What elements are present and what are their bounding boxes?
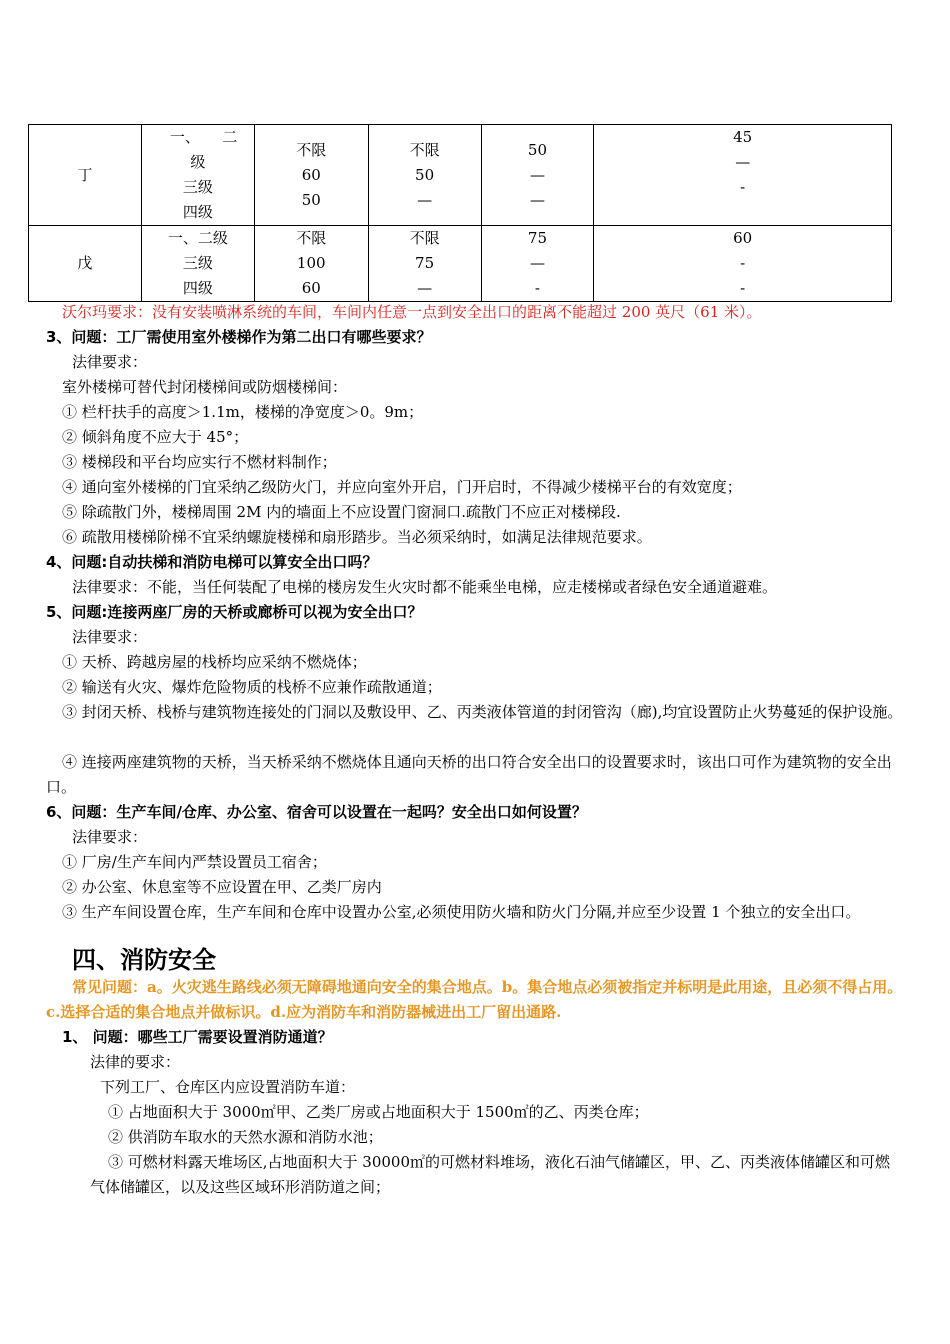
cell-value: 50: [301, 191, 321, 209]
grade-line: 级: [190, 153, 206, 171]
cell-value: —: [417, 279, 433, 297]
q6-item: ② 办公室、休息室等不应设置在甲、乙类厂房内: [62, 878, 382, 896]
cell-value: —: [735, 153, 751, 171]
cell-value: 不限: [296, 229, 327, 247]
cell-value: 75: [415, 254, 435, 272]
law-requirement-label: 法律要求：: [72, 828, 148, 846]
table-cell: [368, 125, 481, 226]
grade-line: 一、 二: [169, 128, 238, 146]
question-5-title: 5、问题:连接两座厂房的天桥或廊桥可以视为安全出口？: [46, 603, 423, 621]
cell-value: 不限: [409, 141, 440, 159]
q3-item: ④ 通向室外楼梯的门宜采纳乙级防火门，并应向室外开启，门开启时，不得减少楼梯平台的有效宽度；: [62, 478, 742, 496]
grade-line: 三级: [182, 254, 213, 272]
table-cell: [481, 125, 594, 226]
q3-item: ⑥ 疏散用楼梯阶梯不宜采纳螺旋楼梯和扇形踏步。当必须采纳时，如满足法律规范要求。: [62, 528, 652, 546]
cell-value: 50: [415, 166, 435, 184]
q3-item: ② 倾斜角度不应大于 45°；: [62, 428, 249, 446]
question-4-title: 4、问题:自动扶梯和消防电梯可以算安全出口吗？: [46, 553, 378, 571]
section-heading: 四、消防安全: [72, 946, 216, 974]
s4q1-item: ① 占地面积大于 3000㎡甲、乙类厂房或占地面积大于 1500㎡的乙、丙类仓库；: [108, 1103, 649, 1121]
q5-item: ③ 封闭天桥、栈桥与建筑物连接处的门洞以及敷设甲、乙、丙类液体管道的封闭管沟（廊),均宜设置防止火势蔓延的保护设施。: [62, 703, 903, 721]
q3-item: ① 栏杆扶手的高度＞1.1m，楼梯的净宽度＞0。9m；: [62, 403, 424, 421]
table-cell: [594, 226, 892, 302]
fire-distance-table: [28, 124, 892, 302]
table-cell-category: 丁: [29, 125, 142, 226]
question-6-title: 6、问题：生产车间/仓库、办公室、宿舍可以设置在一起吗？安全出口如何设置？: [46, 803, 587, 821]
grade-line: 四级: [182, 279, 213, 297]
table-cell: [594, 125, 892, 226]
table-cell: [254, 226, 368, 302]
q3-item: ③ 楼梯段和平台均应实行不燃材料制作；: [62, 453, 337, 471]
question-3-title: 3、问题：工厂需使用室外楼梯作为第二出口有哪些要求？: [46, 328, 432, 346]
cell-value: 不限: [409, 229, 440, 247]
common-issues-note: 常见问题：a。火灾逃生路线必须无障碍地通向安全的集合地点。b。集合地点必须被指定并标明是此用途，且必须不得占用。c.选择合适的集合地点并做标识。d.应为消防车和消防器械进出工厂留出通路.: [46, 978, 903, 1021]
table-cell-category: 戊: [29, 226, 142, 302]
cell-value: -: [740, 279, 746, 297]
q3-intro: 室外楼梯可替代封闭楼梯间或防烟楼梯间：: [62, 378, 348, 396]
table-cell-grade: [141, 125, 254, 226]
table-cell: [368, 226, 481, 302]
table-row: [29, 226, 892, 302]
law-requirement-label: 法律要求：: [72, 628, 148, 646]
q5-item: ① 天桥、跨越房屋的栈桥均应采纳不燃烧体；: [62, 653, 367, 671]
q6-item: ③ 生产车间设置仓库，生产车间和仓库中设置办公室,必须使用防火墙和防火门分隔,并应至少设置 1 个独立的安全出口。: [62, 903, 861, 921]
cell-value: -: [534, 279, 540, 297]
q3-item: ⑤ 除疏散门外，楼梯周围 2M 内的墙面上不应设置门窗洞口.疏散门不应正对楼梯段.: [62, 503, 621, 521]
q4-answer: 法律要求：不能，当任何装配了电梯的楼房发生火灾时都不能乘坐电梯，应走楼梯或者绿色安全通道避难。: [72, 578, 778, 596]
grade-line: 四级: [182, 203, 213, 221]
cell-value: 60: [301, 279, 321, 297]
s4q1-item: ② 供消防车取水的天然水源和消防水池；: [108, 1128, 383, 1146]
cell-value: -: [740, 254, 746, 272]
cell-value: -: [740, 178, 746, 196]
cell-value: —: [529, 191, 545, 209]
walmart-requirement-note: 沃尔玛要求：没有安装喷淋系统的车间，车间内任意一点到安全出口的距离不能超过 200 英尺（61 米）。: [62, 303, 762, 321]
cell-value: 不限: [296, 141, 327, 159]
cell-value: 100: [296, 254, 326, 272]
cell-value: 50: [527, 141, 547, 159]
cell-value: 60: [733, 229, 753, 247]
cell-value: 75: [527, 229, 547, 247]
table-cell-grade: [141, 226, 254, 302]
law-requirement-label: 法律要求：: [72, 353, 148, 371]
table-cell: [254, 125, 368, 226]
q5-item: ② 输送有火灾、爆炸危险物质的栈桥不应兼作疏散通道；: [62, 678, 442, 696]
q5-item: ④ 连接两座建筑物的天桥，当天桥采纳不燃烧体且通向天桥的出口符合安全出口的设置要求时，该出口可作为建筑物的安全出口。: [46, 753, 892, 796]
cell-value: —: [529, 166, 545, 184]
grade-line: 三级: [182, 178, 213, 196]
cell-value: 60: [301, 166, 321, 184]
cell-value: 45: [733, 128, 753, 146]
s4q1-intro: 下列工厂、仓库区内应设置消防车道：: [100, 1078, 356, 1096]
law-requirement-label: 法律的要求：: [90, 1053, 181, 1071]
grade-line: 一、二级: [167, 229, 228, 247]
table-cell: [481, 226, 594, 302]
q6-item: ① 厂房/生产车间内严禁设置员工宿舍；: [62, 853, 327, 871]
table-row: [29, 125, 892, 226]
cell-value: —: [417, 191, 433, 209]
s4q1-item: ③ 可燃材料露天堆场区,占地面积大于 30000㎡的可燃材料堆场，液化石油气储罐区，甲、乙、丙类液体储罐区和可燃气体储罐区，以及这些区域环形消防道之间；: [90, 1153, 891, 1196]
cell-value: —: [529, 254, 545, 272]
section4-question-1-title: 1、 问题：哪些工厂需要设置消防通道？: [62, 1028, 333, 1046]
